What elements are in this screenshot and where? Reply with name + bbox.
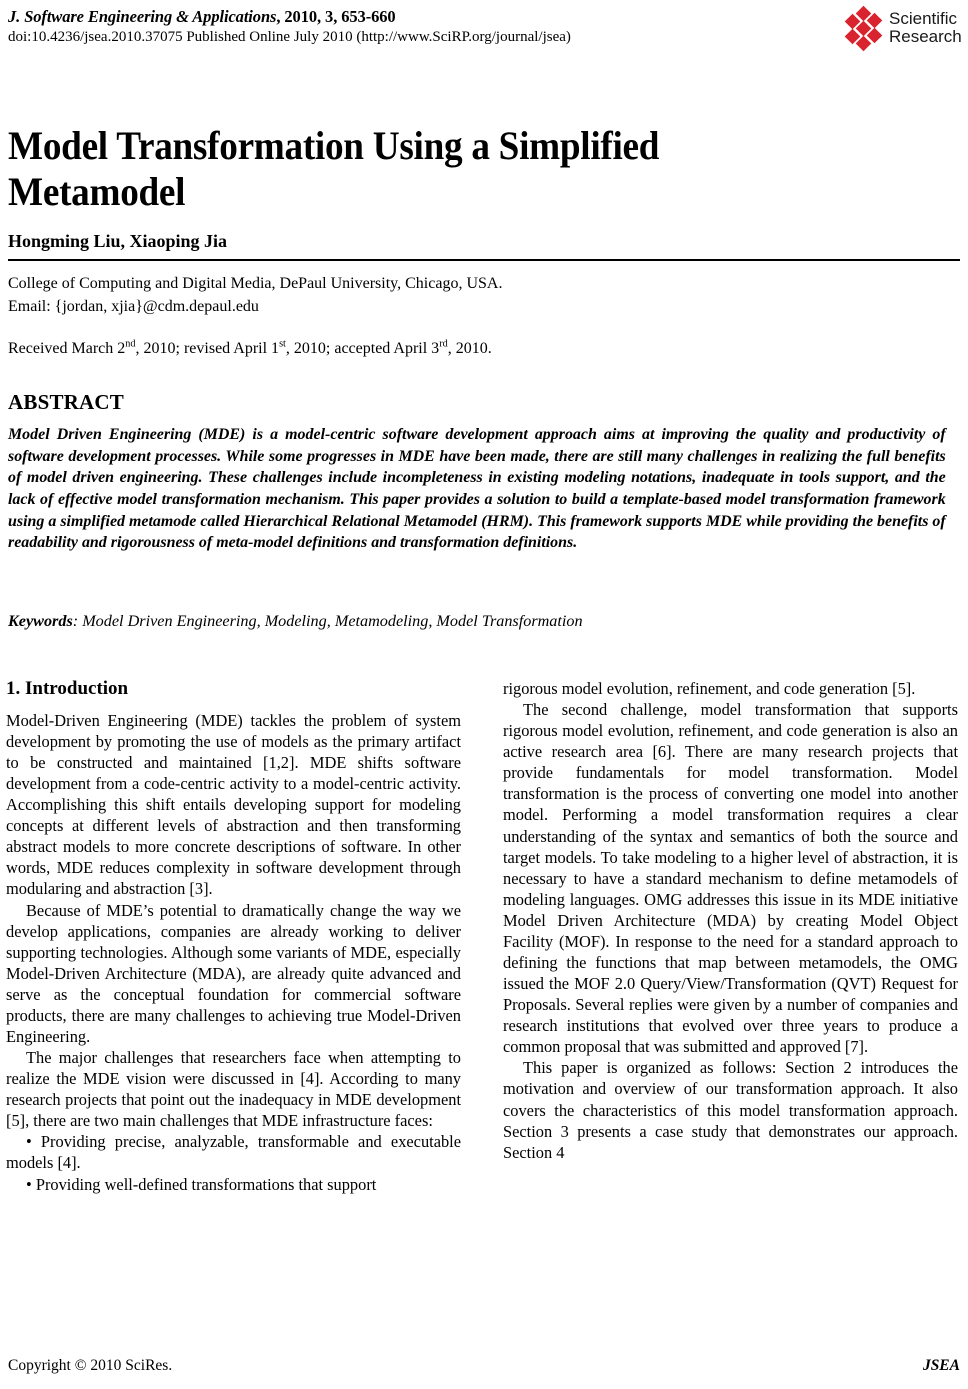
submission-dates [8,338,808,360]
affiliation-line: College of Computing and Digital Media, DePaul University, Chicago, USA. [8,275,503,292]
affiliation-block [8,273,708,318]
paragraph: rigorous model evolution, refinement, and code generation [5]. [503,679,916,698]
keywords-separator: : [72,612,83,630]
abstract-heading: ABSTRACT [8,390,124,414]
email-line: Email: {jordan, xjia}@cdm.depaul.edu [8,297,259,315]
received-ordinal: nd [125,338,136,350]
publisher-name [889,10,962,47]
accepted-label: , 2010; accepted April 3 [285,340,440,357]
masthead [8,6,848,48]
journal-abbreviation: JSEA [922,1357,960,1374]
publisher-name-line2: Research [889,27,962,46]
copyright-notice: Copyright © 2010 SciRes. [8,1357,173,1374]
revised-label: , 2010; revised April 1 [135,340,280,357]
keywords-list: Model Driven Engineering, Modeling, Metamodeling, Model Transformation [82,612,583,630]
doi-line: doi:10.4236/jsea.2010.37075 Published Online July 2010 (http://www.SciRP.org/journal/jsea) [8,29,571,46]
dates-tail: , 2010. [447,340,492,357]
paragraph: Model-Driven Engineering (MDE) tackles the problem of system development by promoting the use of models as the primary artifact to be constructed and maintained [1,2]. MDE shifts software development from a code-centric activity to a model-centric activity. Accomplishing this shift entails developing support for modeling concepts at different levels of abstraction and then transforming abstract models to more concrete descriptions of software. In other words, MDE reduces complexity in software development through modularing and abstraction [3]. [6,710,461,899]
section-heading-introduction: 1. Introduction [6,678,129,699]
publisher-name-line1: Scientific [889,8,958,28]
paragraph: This paper is organized as follows: Section 2 introduces the motivation and overview of our transformation approach. It also covers the characteristics of this model transformation approach. Section 3 presents a case study that demonstrates our approach. Section 4 [503,1058,958,1162]
bullet-item: • Providing well-defined transformations that support [26,1174,377,1194]
paragraph: The second challenge, model transformation that supports rigorous model evolution, refinement, and code generation is also an active research area [6]. There are many research projects that provide fundamentals for model transformation. Model transformation is the process of converting one model into another model. Performing a model transformation requires a clear understanding of the syntax and semantics of both the source and target models. To take modeling to a higher level of abstraction, it is necessary to have a standard mechanism to define metamodels of modeling languages. OMG addresses this issue in its MDE initiative Model Driven Architecture (MDA) by creating Model Object Facility (MOF). In response to the need for a standard approach to defining the functions that map between metamodels, the OMG issued the MOF 2.0 Query/View/Transformation (QVT) Request for Proposals. Several replies were given by a number of companies and research institutions that evolved over three years to produce a common proposal that was submitted and approved [7]. [503,700,958,1057]
journal-name: J. Software Engineering & Applications [8,7,277,26]
publisher-logo [844,4,964,52]
paper-title: Model Transformation Using a Simplified Metamodel [8,122,660,215]
bullet-item: • Providing precise, analyzable, transformable and executable models [4]. [6,1132,461,1173]
column-left [6,678,461,1195]
revised-ordinal: st [279,338,286,350]
journal-issue-info: , 2010, 3, 653-660 [276,7,396,26]
paragraph: The major challenges that researchers face when attempting to realize the MDE vision were discussed in [4]. According to many research projects that point out the inadequacy in MDE development [5], there are two main challenges that MDE infrastructure faces: [6,1048,461,1131]
keywords-label: Keywords [8,612,73,630]
column-right [503,678,958,1163]
header-divider [8,259,960,261]
paragraph: Because of MDE’s potential to dramatically change the way we develop applications, companies are already working to deliver supporting technologies. Although some variants of MDE, especially Model-Driven Architecture (MDA), are already quite advanced and serve as the conceptual foundation for commercial software products, there are many challenges to achieving true Model-Driven Engineering. [6,900,461,1046]
keywords-block [8,611,960,633]
masthead-citation [8,6,848,27]
author-list: Hongming Liu, Xiaoping Jia [8,231,228,251]
accepted-ordinal: rd [439,338,448,350]
abstract-text: Model Driven Engineering (MDE) is a model-centric software development approach aims at improving the quality and productivity of software development processes. While some progresses in MDE have been made, there are still many challenges in realizing the full benefits of model driven engineering. These challenges include incompleteness in existing modeling notations, inadequate in tools support, and the lack of effective model transformation mechanism. This paper provides a solution to build a template-based model transformation framework using a simplified metamode called Hierarchical Relational Metamodel (HRM). This framework supports MDE while providing the benefits of readability and rigorousness of meta-model definitions and transformation definitions. [8,425,946,552]
received-label: Received March 2 [8,340,126,357]
diamond-cluster-icon [844,8,884,48]
